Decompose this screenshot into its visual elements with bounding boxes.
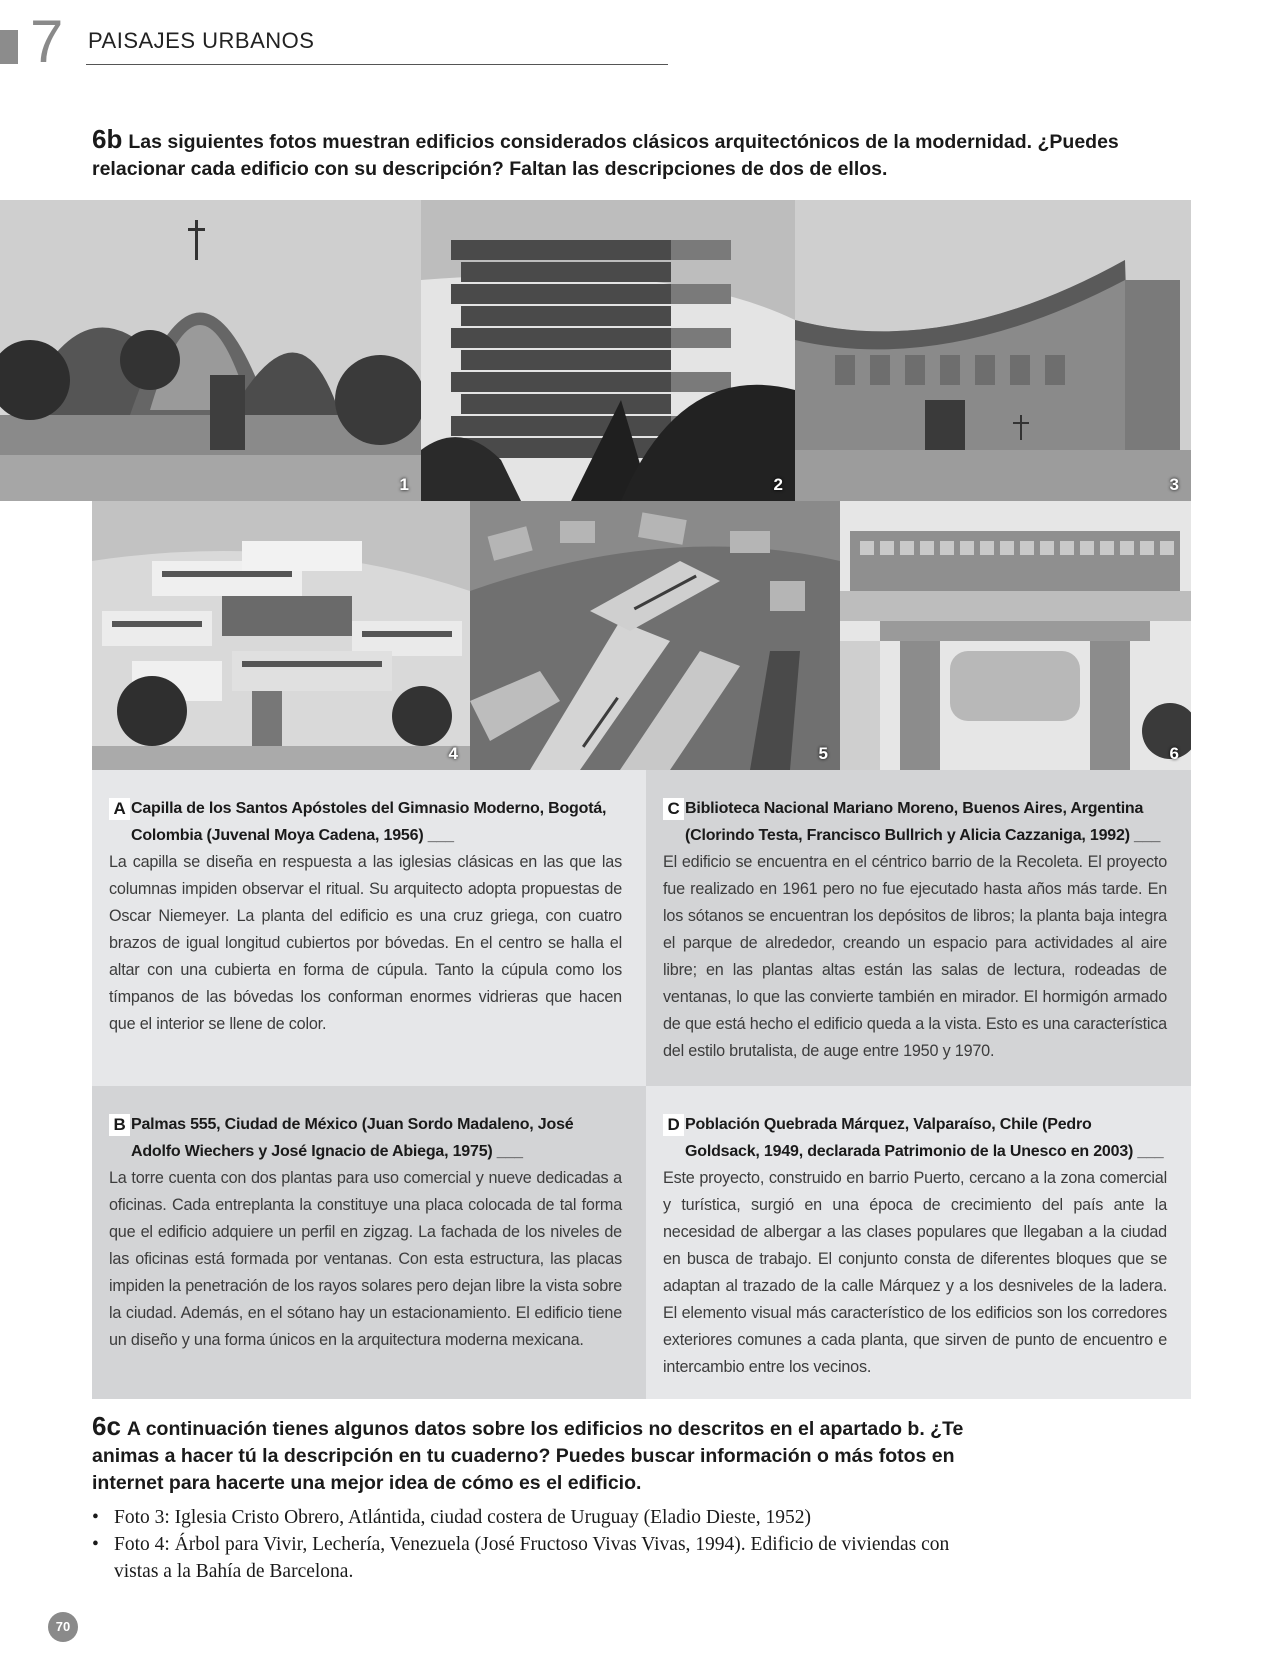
section-6b-label: 6b [92, 124, 123, 154]
description-c-title: Biblioteca Nacional Mariano Moreno, Buenos Aires, Argentina (Clorindo Testa, Francisco Bullrich y Alicia Cazzaniga, 1992) ___ [685, 800, 1161, 844]
photo-5-quebrada-marquez [470, 501, 840, 770]
section-6c-instructions [92, 1413, 1012, 1497]
section-6b-text: Las siguientes fotos muestran edificios considerados clásicos arquitectónicos de la modernidad. ¿Puedes relacionar cada edificio con su descripción? Faltan las descripciones de dos de ellos. [92, 131, 1119, 180]
section-6c-text: A continuación tienes algunos datos sobre los edificios no descritos en el apartado b. ¿Te animas a hacer tú la descripción en tu cuaderno? Puedes buscar información o más fotos en internet para hacerte una mejor idea de cómo es el edificio. [92, 1418, 964, 1494]
description-b [92, 1086, 646, 1399]
description-c [646, 770, 1191, 1086]
photo-number-4: 4 [448, 744, 458, 763]
description-d [646, 1086, 1191, 1399]
photo-2-tower [421, 200, 795, 501]
photo-number-3: 3 [1169, 475, 1179, 494]
chapter-title: PAISAJES URBANOS [88, 28, 315, 53]
photo-number-5: 5 [818, 744, 828, 763]
section-6c-bullets [92, 1504, 952, 1585]
header-rule [86, 64, 668, 65]
description-b-title: Palmas 555, Ciudad de México (Juan Sordo Madaleno, José Adolfo Wiechers y José Ignacio de Abiega, 1975) ___ [131, 1116, 574, 1160]
description-c-text: El edificio se encuentra en el céntrico barrio de la Recoleta. El proyecto fue realizado en 1961 pero no fue ejecutado hasta años más tarde. En los sótanos se encuentran los depósitos de libros; la planta baja integra el parque de alrededor, creando un espacio para actividades al aire libre; en las plantas altas están las salas de lectura, rodeadas de ventanas, lo que las convierte también en mirador. El hormigón armado de que está hecho el edificio queda a la vista. Esto es una característica del estilo brutalista, de auge entre 1950 y 1970. [663, 853, 1167, 1060]
photo-number-6: 6 [1169, 744, 1179, 763]
description-b-title-block [109, 1111, 622, 1165]
section-6b-instructions [92, 126, 1202, 183]
description-a-text: La capilla se diseña en respuesta a las iglesias clásicas en las que las columnas impiden observar el ritual. Su arquitecto adopta propuestas de Oscar Niemeyer. La planta del edificio es una cruz griega, con cuatro brazos de igual longitud cubiertos por bóvedas. En el centro se halla el altar con una cubierta en forma de cúpula. Tanto la cúpula como los tímpanos de las bóvedas los conforman enormes vidrieras que hacen que el interior se llene de color. [109, 853, 622, 1033]
photo-6-biblioteca-nacional [840, 501, 1191, 770]
description-d-text: Este proyecto, construido en barrio Puerto, cercano a la zona comercial y turística, surgió en una época de crecimiento del país ante la necesidad de albergar a las clases populares que llegaban a la ciudad en busca de trabajo. El conjunto consta de diferentes bloques que se adaptan al trazado de la calle Márquez y a los desniveles de la ladera. El elemento visual más característico de los edificios son los corredores exteriores comunes a cada planta, que sirven de punto de encuentro e intercambio entre los vecinos. [663, 1169, 1167, 1376]
description-d-letter: D [663, 1114, 684, 1136]
description-a-letter: A [109, 798, 130, 820]
description-a-title-block [109, 795, 622, 849]
photo-4-arbol-para-vivir [92, 501, 470, 770]
photo-1-chapel [0, 200, 421, 501]
photo-3-church [795, 200, 1191, 501]
photo-number-1: 1 [399, 475, 409, 494]
description-b-text: La torre cuenta con dos plantas para uso comercial y nueve dedicadas a oficinas. Cada entreplanta la constituye una placa colocada de tal forma que el edificio adquiere un perfil en zigzag. La fachada de los niveles de las oficinas está formada por ventanas. Con esta estructura, las placas impiden la penetración de los rayos solares pero dejan libre la vista sobre la ciudad. Además, en el sótano hay un estacionamiento. El edificio tiene un diseño y una forma únicos en la arquitectura moderna mexicana. [109, 1169, 622, 1349]
chapter-bar [0, 30, 18, 64]
bullet-item: • Foto 4: Árbol para Vivir, Lechería, Venezuela (José Fructoso Vivas Vivas, 1994). Edificio de viviendas con vistas a la Bahía de Barcelona. [92, 1531, 952, 1585]
description-d-title: Población Quebrada Márquez, Valparaíso, Chile (Pedro Goldsack, 1949, declarada Patrimonio de la Unesco en 2003) ___ [685, 1116, 1164, 1160]
photo-number-2: 2 [773, 475, 783, 494]
description-a [92, 770, 646, 1086]
description-a-title: Capilla de los Santos Apóstoles del Gimnasio Moderno, Bogotá, Colombia (Juvenal Moya Cadena, 1956) ___ [131, 800, 607, 844]
description-c-letter: C [663, 798, 684, 820]
description-b-letter: B [109, 1114, 130, 1136]
chapter-number: 7 [30, 8, 64, 75]
section-6c-label: 6c [92, 1411, 121, 1441]
page-number: 70 [48, 1612, 78, 1642]
bullet-item: • Foto 3: Iglesia Cristo Obrero, Atlántida, ciudad costera de Uruguay (Eladio Dieste, 1952) [92, 1504, 952, 1531]
description-c-title-block [663, 795, 1167, 849]
description-d-title-block [663, 1111, 1167, 1165]
